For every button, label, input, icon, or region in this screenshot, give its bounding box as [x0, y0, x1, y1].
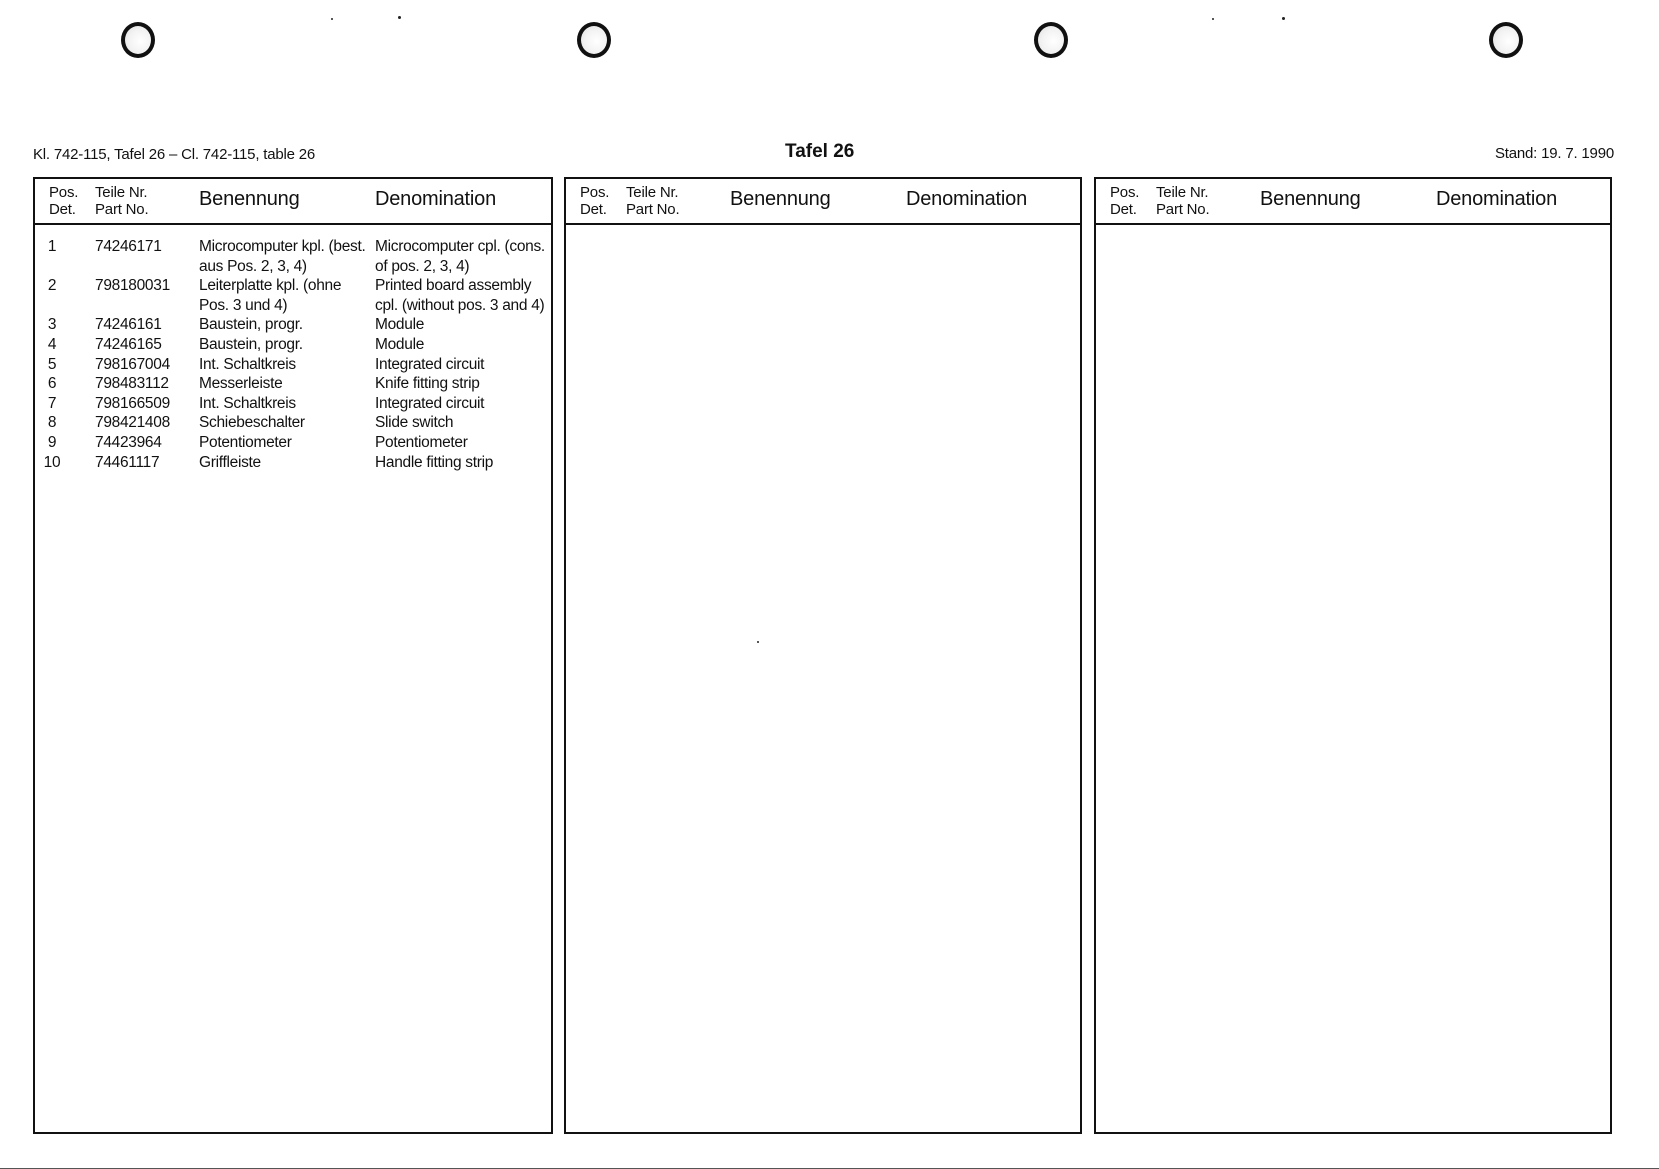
scan-speck [1212, 18, 1214, 20]
scan-speck [1282, 17, 1285, 20]
benennung-column-header: Benennung [199, 188, 300, 210]
table-row [35, 374, 551, 394]
part-number-cell: 798166509 [95, 394, 170, 412]
parts-table-panel-3 [1094, 177, 1612, 1134]
pos-cell: 6 [47, 375, 57, 393]
part-number-cell: 74246161 [95, 316, 162, 334]
denomination-column-header: Denomination [906, 188, 1028, 210]
denomination-cell: Printed board assembly cpl. (without pos. 3 and 4) [375, 277, 545, 314]
table-row [35, 433, 551, 453]
pos-column-header: Pos. Det. [49, 184, 79, 218]
denomination-cell: Slide switch [375, 414, 454, 432]
pos-cell: 3 [47, 316, 57, 334]
punch-hole-icon [1489, 22, 1523, 58]
denomination-cell: Potentiometer [375, 433, 468, 451]
table-row [35, 355, 551, 375]
part-number-cell: 74461117 [95, 453, 160, 471]
pos-cell: 8 [47, 414, 57, 432]
pos-cell: 4 [47, 335, 57, 353]
parts-table-panel-1 [33, 177, 553, 1134]
table-row [35, 335, 551, 355]
table-body [35, 237, 551, 472]
part-number-column-header: Teile Nr. Part No. [95, 184, 149, 218]
pos-cell: 9 [47, 433, 57, 451]
pos-cell: 7 [47, 394, 57, 412]
pos-cell: 2 [47, 277, 57, 295]
benennung-cell: Leiterplatte kpl. (ohne Pos. 3 und 4) [199, 277, 342, 314]
table-header [566, 179, 1080, 225]
part-number-cell: 798483112 [95, 375, 169, 393]
part-number-column-header: Teile Nr. Part No. [626, 184, 680, 218]
parts-table-panel-2 [564, 177, 1082, 1134]
table-row [35, 237, 551, 276]
pos-cell: 1 [47, 238, 57, 255]
document-reference: Kl. 742-115, Tafel 26 – Cl. 742-115, table 26 [33, 146, 316, 163]
denomination-cell: Knife fitting strip [375, 375, 480, 393]
denomination-cell: Integrated circuit [375, 394, 485, 412]
benennung-cell: Griffleiste [199, 453, 261, 471]
part-number-cell: 798421408 [95, 414, 170, 432]
part-number-cell: 74246171 [95, 238, 162, 255]
pos-cell: 10 [43, 453, 61, 471]
punch-hole-icon [577, 22, 611, 58]
denomination-cell: Handle fitting strip [375, 453, 494, 471]
table-row [35, 453, 551, 473]
denomination-cell: Module [375, 316, 425, 334]
part-number-cell: 74423964 [95, 433, 162, 451]
table-row [35, 315, 551, 335]
denomination-column-header: Denomination [375, 188, 497, 210]
punch-hole-icon [1034, 22, 1068, 58]
denomination-cell: Integrated circuit [375, 355, 485, 373]
benennung-column-header: Benennung [730, 188, 831, 210]
page-title: Tafel 26 [785, 141, 855, 162]
table-row [35, 413, 551, 433]
table-row [35, 394, 551, 414]
part-number-cell: 798180031 [95, 277, 170, 295]
punch-hole-icon [121, 22, 155, 58]
revision-date: Stand: 19. 7. 1990 [1494, 145, 1614, 162]
benennung-cell: Baustein, progr. [199, 335, 303, 353]
part-number-column-header: Teile Nr. Part No. [1156, 184, 1210, 218]
part-number-cell: 798167004 [95, 355, 170, 373]
denomination-column-header: Denomination [1436, 188, 1558, 210]
benennung-column-header: Benennung [1260, 188, 1361, 210]
benennung-cell: Messerleiste [199, 375, 283, 393]
benennung-cell: Int. Schaltkreis [199, 355, 296, 373]
benennung-cell: Int. Schaltkreis [199, 394, 296, 412]
denomination-cell: Microcomputer cpl. (cons. of pos. 2, 3, 4) [375, 238, 545, 275]
pos-column-header: Pos. Det. [580, 184, 610, 218]
benennung-cell: Baustein, progr. [199, 316, 303, 334]
pos-cell: 5 [47, 355, 57, 373]
scan-speck [398, 16, 401, 19]
benennung-cell: Microcomputer kpl. (best. aus Pos. 2, 3, 4) [199, 238, 366, 275]
denomination-cell: Module [375, 335, 425, 353]
table-header [1096, 179, 1610, 225]
table-row [35, 276, 551, 315]
part-number-cell: 74246165 [95, 335, 162, 353]
benennung-cell: Schiebeschalter [199, 414, 305, 432]
table-header [35, 179, 551, 225]
benennung-cell: Potentiometer [199, 433, 292, 451]
scan-speck [331, 18, 333, 20]
pos-column-header: Pos. Det. [1110, 184, 1140, 218]
